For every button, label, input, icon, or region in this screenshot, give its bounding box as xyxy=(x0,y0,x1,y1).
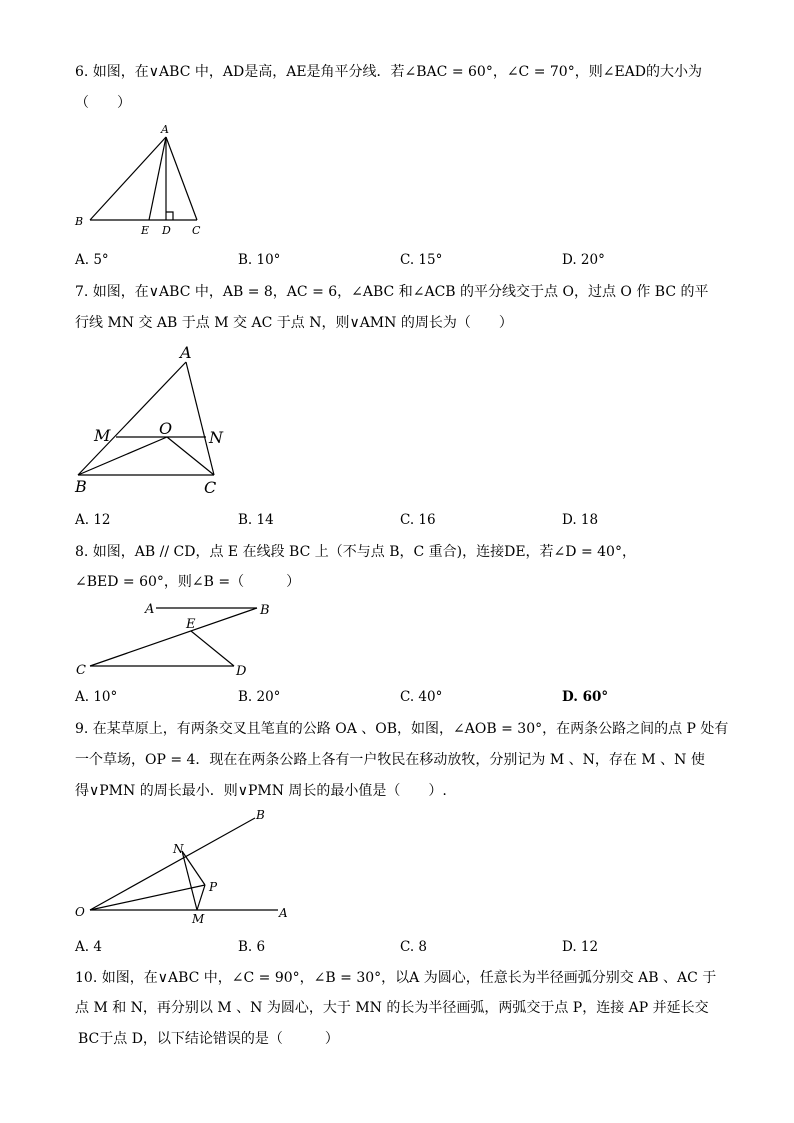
q8-label-e: E xyxy=(186,617,196,632)
q6-option-d[interactable]: D. 20° xyxy=(562,252,605,268)
q7-segment-oc xyxy=(167,437,214,475)
q9-option-c[interactable]: C. 8 xyxy=(400,939,428,955)
q9-text-line2: 一个草场，OP = 4．现在在两条公路上各有一户牧民在移动放牧，分别记为 M 、N，存在 M 、N 使 xyxy=(75,752,705,768)
q9-figure xyxy=(70,805,300,930)
q6-label-a: A xyxy=(161,123,169,136)
q10-text-line1: 10. 如图，在∨ABC 中，∠C = 90°，∠B = 30°，以A 为圆心，任意长为半径画弧分别交 AB 、AC 于 xyxy=(75,970,717,986)
q8-label-d: D xyxy=(236,664,247,679)
q7-figure xyxy=(70,340,240,500)
q8-figure xyxy=(70,598,290,682)
q9-segment-nm xyxy=(182,851,197,910)
q7-label-m: M xyxy=(94,426,111,445)
q9-road-ob xyxy=(90,818,255,910)
q9-text-line1: 9. 在某草原上，有两条交叉且笔直的公路 OA 、OB，如图，∠AOB = 30°，在两条公路之间的点 P 处有 xyxy=(75,721,729,737)
q7-option-d[interactable]: D. 18 xyxy=(562,512,599,528)
q6-text-line2: （ ） xyxy=(75,95,131,111)
q9-segment-pm xyxy=(197,885,205,910)
q9-label-m: M xyxy=(192,912,205,926)
q9-option-a[interactable]: A. 4 xyxy=(75,939,102,955)
q6-text-line1: 6. 如图，在∨ABC 中，AD是高，AE是角平分线．若∠BAC = 60°，∠C = 70°，则∠EAD的大小为 xyxy=(75,64,702,80)
q8-segment-bc xyxy=(90,608,257,666)
q7-text-line1: 7. 如图，在∨ABC 中，AB = 8，AC = 6，∠ABC 和∠ACB 的平分线交于点 O，过点 O 作 BC 的平 xyxy=(75,284,709,300)
q7-segment-bo xyxy=(78,437,167,475)
q6-label-e: E xyxy=(141,224,150,237)
q8-label-b: B xyxy=(260,603,270,618)
q7-label-a: A xyxy=(180,343,192,362)
q7-label-b: B xyxy=(75,477,87,496)
q8-option-d[interactable]: D. 60° xyxy=(562,689,609,705)
q8-text-line2: ∠BED = 60°，则∠B =（ ） xyxy=(75,574,301,590)
q9-segment-op xyxy=(90,885,205,910)
q8-option-b[interactable]: B. 20° xyxy=(238,689,281,705)
q6-right-angle-mark xyxy=(166,212,173,220)
q6-option-a[interactable]: A. 5° xyxy=(75,252,109,268)
q7-text-line2: 行线 MN 交 AB 于点 M 交 AC 于点 N，则∨AMN 的周长为（ ） xyxy=(75,315,513,331)
q8-label-a: A xyxy=(145,602,155,617)
q9-label-a: A xyxy=(279,906,288,920)
q6-label-d: D xyxy=(162,224,171,237)
q6-option-b[interactable]: B. 10° xyxy=(238,252,281,268)
q7-option-c[interactable]: C. 16 xyxy=(400,512,436,528)
q7-option-a[interactable]: A. 12 xyxy=(75,512,111,528)
q9-label-n: N xyxy=(173,842,184,856)
q6-label-b: B xyxy=(75,215,84,228)
q6-option-c[interactable]: C. 15° xyxy=(400,252,443,268)
q8-segment-ed xyxy=(191,631,234,666)
q9-label-b: B xyxy=(256,808,265,822)
q9-segment-np xyxy=(182,851,205,885)
q9-option-b[interactable]: B. 6 xyxy=(238,939,266,955)
q7-label-c: C xyxy=(204,478,217,497)
q8-option-a[interactable]: A. 10° xyxy=(75,689,118,705)
q8-text-line1: 8. 如图，AB // CD，点 E 在线段 BC 上（不与点 B，C 重合)，连接DE，若∠D = 40°， xyxy=(75,544,636,560)
q6-segment-ab xyxy=(90,137,166,220)
q8-option-c[interactable]: C. 40° xyxy=(400,689,443,705)
q9-text-line3: 得∨PMN 的周长最小．则∨PMN 周长的最小值是（ ）. xyxy=(75,783,447,799)
q7-label-n: N xyxy=(209,428,223,447)
q9-option-d[interactable]: D. 12 xyxy=(562,939,599,955)
q10-text-line3: BC于点 D，以下结论错误的是（ ） xyxy=(78,1031,339,1047)
q7-label-o: O xyxy=(159,419,173,438)
q9-label-o: O xyxy=(75,905,85,919)
q6-segment-ac xyxy=(166,137,197,220)
q9-label-p: P xyxy=(209,880,218,894)
q7-segment-ac xyxy=(186,362,214,475)
q6-segment-ae xyxy=(149,137,166,220)
q10-text-line2: 点 M 和 N，再分别以 M 、N 为圆心，大于 MN 的长为半径画弧，两弧交于点 P，连接 AP 并延长交 xyxy=(75,1000,709,1016)
q8-label-c: C xyxy=(76,663,86,678)
q6-label-c: C xyxy=(192,224,201,237)
q7-option-b[interactable]: B. 14 xyxy=(238,512,274,528)
q6-figure xyxy=(70,122,220,240)
